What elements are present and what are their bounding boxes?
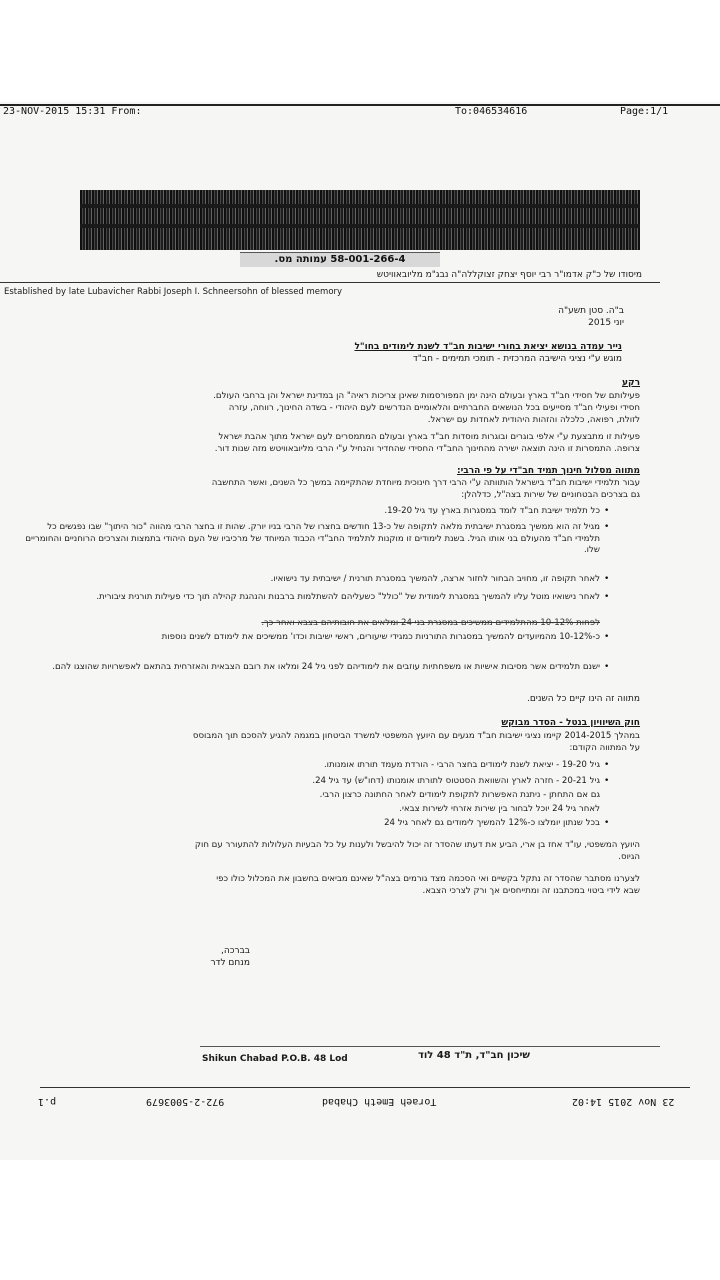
crossed-out-line: לפחות 10-12% מהתלמידים ממשיכים במסגרת בני 24 ומלאים את חובותיהם בצבא ואחר כך. bbox=[261, 618, 600, 628]
bullet-dot: • bbox=[604, 760, 610, 770]
bullet-dot: • bbox=[604, 818, 610, 828]
legal-opinion-line: הגיוס. bbox=[618, 852, 640, 862]
program-bullet: לאחר נישואיו מוטל עליו להמשיך במסגרת לימודית של "כולל" כשעליהם להשתלמות ברבנות והנהגת קהילה תוך כדי פעילות תורנית ציבורית. bbox=[96, 592, 600, 602]
bullet-dot: • bbox=[604, 574, 610, 584]
background-heading: רקע bbox=[621, 378, 640, 388]
program-line: עבור תלמידי ישיבות חב"ד בישראל הותוותה ע"י הרבי דרך חינוכית מיוחדת שהתקיימה במשך כל השנים, ואשר התחשבה bbox=[211, 478, 640, 488]
law-bullet: בכל שנתון יומלצו כ-12% להמשיך לימודים גם לאחר גיל 24 bbox=[384, 818, 600, 828]
background-line: פעילותם של חסידי חב"ד בארץ ובעולם הינה ימן המפורסמות שאינן צריכות ראיה" הן במדינת ישראל והן ברחבי העולם. bbox=[213, 391, 640, 401]
background-line: לזולת, רפואה, כלכלה והזהות היהודית לאחדות עם ישראל. bbox=[427, 415, 640, 425]
return-fax-page: p.1 bbox=[38, 1096, 57, 1107]
registration-number: 58-001-266-4 עמותה מס. bbox=[240, 252, 440, 267]
letterhead-divider bbox=[0, 282, 660, 283]
return-fax-rule bbox=[40, 1087, 690, 1088]
signature-blessing: בברכה, bbox=[221, 946, 250, 956]
bullet-dot: • bbox=[604, 522, 610, 532]
document-subtitle: מוגש ע"י נציגי הישיבה המרכזית - תומכי תמימים - חב"ד bbox=[412, 354, 622, 364]
fax-to-number: To:046534616 bbox=[455, 106, 528, 117]
background-line: צרופה. התמסרות זו הינה תוצאה ישירה מהחינוך החב"די החסידי שהחדיר והנחיל ע"י הרבי מליובאוויטש מזה שנות דור. bbox=[214, 444, 640, 454]
program-bullet: לאחר תקופה זו, מחויב הבחור לחזור ארצה, להמשיך במסגרת תורנית / ישיבתית עד נישואיו. bbox=[270, 574, 600, 584]
date-line-1: ב"ה. סטן תשע"ה bbox=[558, 306, 624, 316]
program-bullet: מגיל זה הוא ממשיך במסגרת ישיבתית מלאה לתקופה של כ-13 חודשים בחצרו של הרבי בניו יורק. שהות זו בחצר הרבי מהווה "כור היתוך" שבו נפגשים כל תלמידי חב"ד מהעולם בני אותו הגיל. בשנת לימודים זו מוקנות לתלמיד החב"די הכבוד המיוחד של מרכיביו של העם היהודי בתמצות והצרכים הרוחניים והחומריים שלו. bbox=[25, 522, 600, 555]
legal-opinion-line: היועץ המשפטי, עו"ד אחז בן ארי, הביע את דעתו שהסדר זה יכול להיבשל ולענות על כל הבעיות העלולות להתעורר עם חוק bbox=[194, 840, 640, 850]
program-bullet: כל תלמיד ישיבת חב"ד לומד במסגרות בארץ עד גיל 19-20. bbox=[384, 506, 600, 516]
program-closing: מתווה זה הינו קיים כל השנים. bbox=[526, 694, 640, 704]
law-line: על המתווה הקודם: bbox=[569, 743, 640, 753]
footer-address-english: Shikun Chabad P.O.B. 48 Lod bbox=[202, 1054, 348, 1064]
footer-divider bbox=[200, 1046, 660, 1047]
closing-line: לצערנו מסתבר שהסדר זה נתקל בקשיים ואי הסכמה מצד גורמים בצה"ל שאינם מביאים בחשבון את המכלול כולו כפי bbox=[216, 874, 640, 884]
bottom-margin bbox=[0, 1160, 720, 1280]
bullet-dot: • bbox=[604, 662, 610, 672]
bullet-dot: • bbox=[604, 776, 610, 786]
date-line-2: יוני 2015 bbox=[588, 318, 624, 328]
bullet-dot: • bbox=[604, 632, 610, 642]
top-margin bbox=[0, 0, 720, 100]
scanned-fax-page bbox=[0, 102, 720, 1162]
return-fax-sender: Toraeh Emeth Chabad bbox=[322, 1096, 437, 1107]
program-line: גם בצרכים הבטחוניים של שירות בצה"ל, כדלהלן: bbox=[461, 490, 640, 500]
founder-english: Established by late Lubavicher Rabbi Joseph I. Schneersohn of blessed memory bbox=[4, 287, 343, 297]
program-extra-item: כ-10-12% מהמיועדים להמשיך במסגרות התורניות כמגידי שיעורים, ראשי ישיבות וכדו' ממשיכים את לימודם לשנים נוספות bbox=[161, 632, 600, 642]
banner-stripe bbox=[80, 224, 640, 228]
founder-hebrew: מיסודו של כ"ק אדמו"ר רבי יוסף יצחק זצוקללה"ה נבג"מ מליובאוויטש bbox=[376, 270, 642, 280]
bullet-dot: • bbox=[604, 592, 610, 602]
return-fax-datetime: 23 Nov 2015 14:02 bbox=[572, 1096, 675, 1107]
fax-page-number: Page:1/1 bbox=[620, 106, 669, 117]
bullet-dot: • bbox=[604, 506, 610, 516]
background-line: חסידי ופעילי חב"ד מסייעים בכל הנושאים החברתיים והלאומיים הנדרשים לעם היהודי - בשדה החינוך, רווחה, עזרה bbox=[228, 403, 640, 413]
document-title: נייר עמדה בנושא יציאת בחורי ישיבות חב"ד לשנת לימודים בחו"ל bbox=[354, 342, 622, 352]
program-extra-item: ישנם תלמידים אשר מסיבות אישיות או משפחתיות עוזבים את לימודיהם לפני גיל 24 ומלאו את רובם הצבאית והאזרחית בהתאם לאפשרויות שהוצגו להם. bbox=[52, 662, 600, 672]
program-heading: מתווה מסלול חינוך תמיד חב"די על פי הרבי: bbox=[456, 466, 640, 476]
law-heading: חוק השיוויון בנטל - הסדר מבוקש bbox=[501, 718, 640, 728]
law-bullet: גם אם התחתן - ניתנת האפשרות לתקופת לימודים לאחר החתונה כרצון הרבי. bbox=[319, 790, 600, 800]
law-line: במהלך 2014-2015 קיימו נציגי ישיבות חב"ד מגעים עם היועץ המשפטי למשרד הביטחון במגמה להגיע להסכם תוך המבוסס bbox=[192, 731, 640, 741]
law-bullet: גיל 20-21 - חזרה לארץ והשוואת הסטטוס לתורתו אומנותו (דחו"ש) עד גיל 24. bbox=[312, 776, 600, 786]
signature-name: מנחם לדר bbox=[210, 958, 250, 968]
footer-address-hebrew: שיכון חב"ד, ת"ד 48 לוד bbox=[417, 1050, 530, 1061]
organization-logo-banner bbox=[80, 190, 640, 250]
closing-line: שבא לידי ביטוי במכתבנו זה ומתייחסים אך ורק לצרכי הצבא. bbox=[422, 886, 640, 896]
fax-datetime: 23-NOV-2015 15:31 From: bbox=[3, 106, 142, 117]
background-line: פעילות זו מתבצעת ע"י אלפי בוגרים ובוגרות מוסדות חב"ד בארץ ובעולם המתמסרים לעם ישראל מתוך אהבת ישראל bbox=[218, 432, 640, 442]
law-bullet: גיל 19-20 - יציאת לשנת לימודים בחצר הרבי - הורדת מעמד תורתו אומנותו. bbox=[323, 760, 600, 770]
law-bullet: לאחר גיל 24 יוכל לבחור בין שירות אזרחי לשירות צבאי. bbox=[399, 804, 600, 814]
return-fax-number: 972-2-5003679 bbox=[146, 1096, 225, 1107]
banner-stripe bbox=[80, 204, 640, 208]
